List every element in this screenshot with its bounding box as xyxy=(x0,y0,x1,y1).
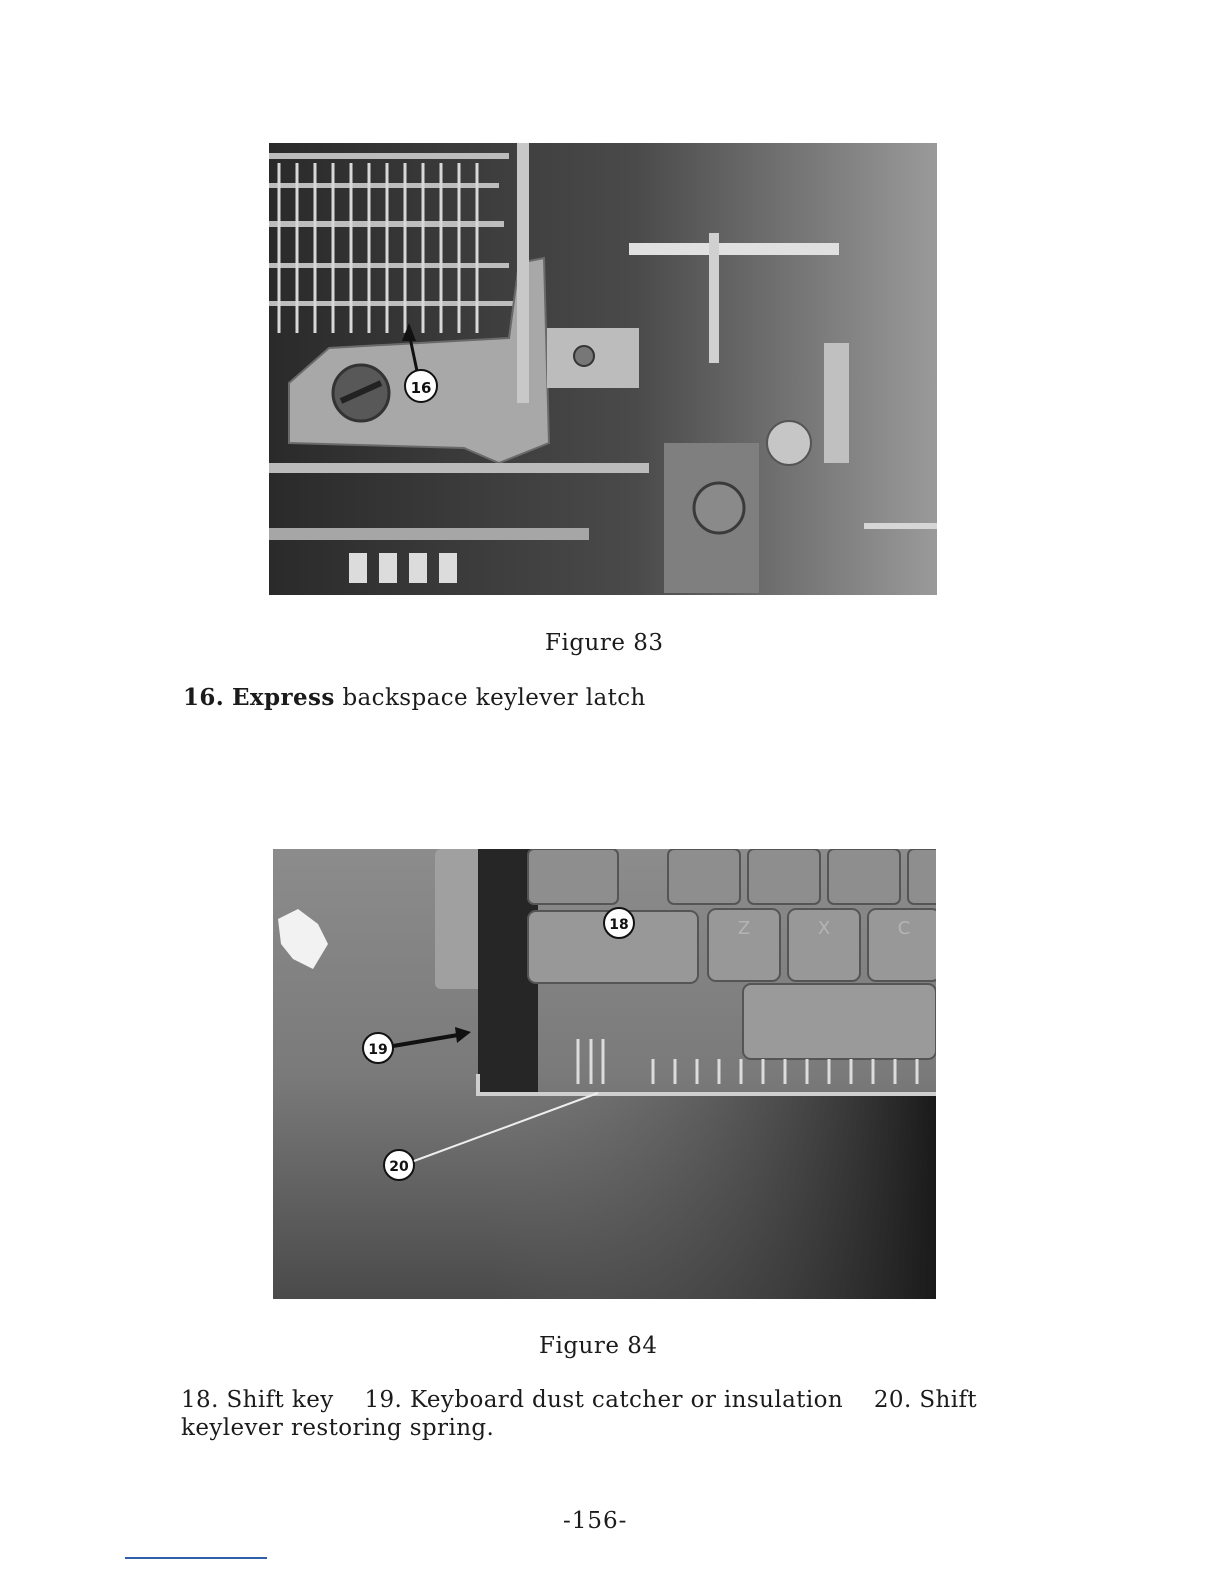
figure-84-description-line1: 18. Shift key 19. Keyboard dust catcher or insulation 20. Shift xyxy=(181,1387,978,1413)
item-number: 16. xyxy=(183,684,225,711)
keycap-z: Z xyxy=(737,918,751,939)
callout-19: 19 xyxy=(368,1042,388,1058)
figure-84-photo xyxy=(273,849,936,1299)
keycap-c: C xyxy=(897,918,911,939)
figure-84-description-line2: keylever restoring spring. xyxy=(181,1415,495,1441)
keycap-x: X xyxy=(817,918,831,939)
callout-20: 20 xyxy=(389,1159,409,1175)
item-bold-word: Express xyxy=(231,684,335,711)
page-number: -156- xyxy=(563,1508,628,1534)
item-text: backspace keylever latch xyxy=(342,685,646,711)
figure-83-caption: Figure 83 xyxy=(545,630,664,656)
callout-16: 16 xyxy=(410,379,432,397)
footnote-rule xyxy=(125,1557,267,1559)
figure-84-caption: Figure 84 xyxy=(539,1333,658,1359)
figure-83-description xyxy=(183,684,646,711)
figure-83-photo xyxy=(269,143,937,595)
callout-18: 18 xyxy=(609,917,629,933)
